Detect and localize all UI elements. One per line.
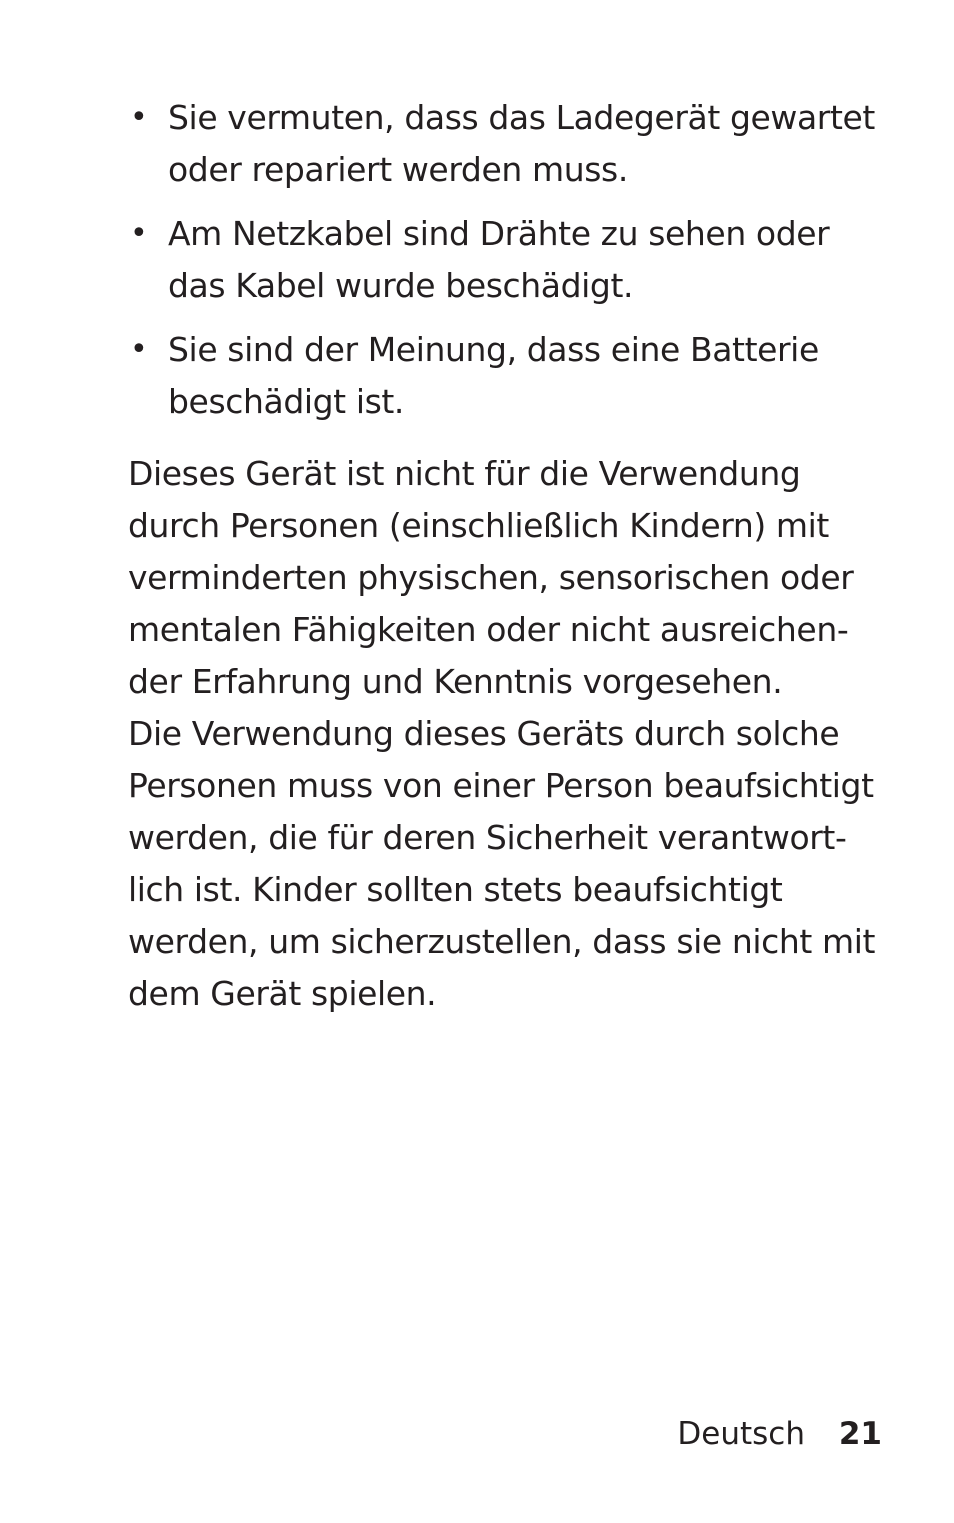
bullet-text-line: oder repariert werden muss. — [168, 150, 628, 189]
paragraph-line: mentalen Fähigkeiten oder nicht ausreichen- — [128, 610, 849, 649]
paragraph-line: werden, um sicherzustellen, dass sie nicht mit — [128, 922, 876, 961]
page-number: 21 — [838, 1416, 882, 1452]
paragraph-line: lich ist. Kinder sollten stets beaufsichtigt — [128, 870, 783, 909]
paragraph-line: Dieses Gerät ist nicht für die Verwendung — [128, 454, 801, 493]
paragraph-line: Personen muss von einer Person beaufsichtigt — [128, 766, 874, 805]
bullet-text-line: beschädigt ist. — [168, 382, 405, 421]
paragraph-line: verminderten physischen, sensorischen oder — [128, 558, 854, 597]
bullet-list — [128, 92, 875, 440]
bullet-marker: • — [130, 216, 148, 251]
bullet-text-line: Am Netzkabel sind Drähte zu sehen oder — [168, 214, 830, 253]
bullet-text-line: Sie vermuten, dass das Ladegerät gewartet — [168, 98, 875, 137]
list-item — [128, 324, 868, 428]
list-item — [128, 208, 868, 312]
bullet-text-line: das Kabel wurde beschädigt. — [168, 266, 634, 305]
paragraph-line: Die Verwendung dieses Geräts durch solche — [128, 714, 840, 753]
paragraph-line: werden, die für deren Sicherheit verantwort- — [128, 818, 847, 857]
paragraph-line: der Erfahrung und Kenntnis vorgesehen. — [128, 662, 783, 701]
footer-language: Deutsch — [677, 1416, 805, 1452]
list-item — [128, 92, 875, 196]
bullet-marker: • — [130, 100, 148, 135]
body-paragraph — [128, 448, 876, 1020]
page-footer — [677, 1408, 882, 1460]
paragraph-line: dem Gerät spielen. — [128, 974, 437, 1013]
bullet-text-line: Sie sind der Meinung, dass eine Batterie — [168, 330, 819, 369]
paragraph-line: durch Personen (einschließlich Kindern) mit — [128, 506, 829, 545]
bullet-marker: • — [130, 332, 148, 367]
